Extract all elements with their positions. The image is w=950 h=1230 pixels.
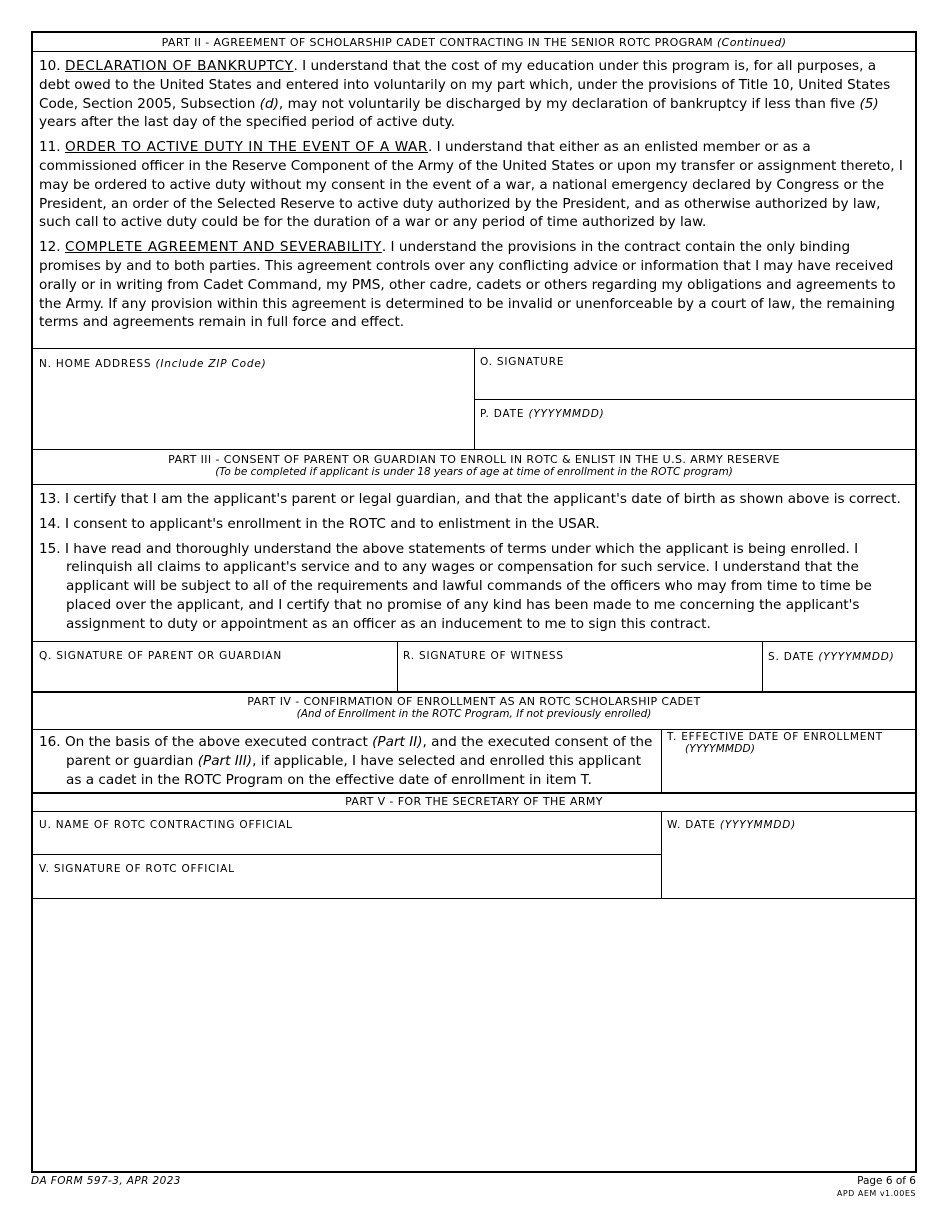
item-12: 12. COMPLETE AGREEMENT AND SEVERABILITY. I understand the provisions in the contract contain the only binding promises by and to both parties. This agreement controls over any conflicting advice or information that I may have received orally or in writing from Cadet Command, my PMS, other cadre, cadets or others regarding my obligations and agreements to the Army. If any provision within this agreement is determined to be invalid or unenforceable by a court of law, the remaining terms and agreements remain in full force and effect. [39, 239, 896, 331]
part3-subtitle: (To be completed if applicant is under 18 years of age at time of enrollment in the ROTC program) [215, 466, 733, 478]
part3-header [33, 450, 915, 484]
part3-items [39, 490, 911, 634]
part3-title: PART III - CONSENT OF PARENT OR GUARDIAN TO ENROLL IN ROTC & ENLIST IN THE U.S. ARMY RESERVE [168, 453, 780, 466]
blank-area [33, 899, 915, 1171]
effective-date-field[interactable]: T. EFFECTIVE DATE OF ENROLLMENT (YYYYMMDD) [667, 731, 883, 755]
part5-title: PART V - FOR THE SECRETARY OF THE ARMY [345, 795, 603, 808]
form-page [31, 31, 917, 1173]
part2-header [33, 33, 915, 51]
page-number: Page 6 of 6 [857, 1175, 916, 1187]
date-field-s[interactable]: S. DATE (YYYYMMDD) [768, 651, 895, 663]
home-address-field[interactable]: N. HOME ADDRESS (Include ZIP Code) [39, 358, 267, 370]
item-16: 16. On the basis of the above executed contract (Part II), and the executed consent of the parent or guardian (Part III), if applicable, I have selected and enrolled this applicant as a cadet in the ROTC Program on the effective date of enrollment in item T. [39, 734, 653, 788]
part4-header [33, 693, 915, 729]
rotc-official-signature-field[interactable]: V. SIGNATURE OF ROTC OFFICIAL [39, 863, 235, 875]
form-id: DA FORM 597-3, APR 2023 [31, 1175, 181, 1187]
date-field-p[interactable]: P. DATE (YYYYMMDD) [480, 408, 605, 420]
contracting-official-name-field[interactable]: U. NAME OF ROTC CONTRACTING OFFICIAL [39, 819, 293, 831]
parent-signature-field[interactable]: Q. SIGNATURE OF PARENT OR GUARDIAN [39, 650, 283, 662]
item-11: 11. ORDER TO ACTIVE DUTY IN THE EVENT OF A WAR. I understand that either as an enlisted member or as a commissioned officer in the Reserve Component of the Army of the United States or upon my transfer or assignment thereto, I may be ordered to active duty without my consent in the event of a war, a national emergency declared by Congress or the President, an order of the Selected Reserve to active duty authorized by the President, and as otherwise authorized by law, such call to active duty could be for the duration of a war or any period of time authorized by law. [39, 139, 903, 231]
part2-items [39, 57, 909, 332]
part4-subtitle: (And of Enrollment in the ROTC Program, If not previously enrolled) [296, 708, 652, 720]
version-code: APD AEM v1.00ES [836, 1189, 916, 1198]
item-15: 15. I have read and thoroughly understand the above statements of terms under which the applicant is being enrolled. I relinquish all claims to applicant's service and to any wages or compensation for such service. I understand that the applicant will be subject to all of the requirements and lawful commands of the officers who may from time to time be placed over the applicant, and I certify that no promise of any kind has been made to me concerning the applicant's assignment to duty or appointment as an officer as an inducement to me to sign this contract. [39, 540, 872, 632]
date-field-w[interactable]: W. DATE (YYYYMMDD) [667, 819, 797, 831]
part2-title-note: (Continued) [716, 36, 787, 49]
part5-header [33, 794, 915, 811]
item-12-heading: COMPLETE AGREEMENT AND SEVERABILITY [64, 239, 382, 256]
witness-signature-field[interactable]: R. SIGNATURE OF WITNESS [403, 650, 564, 662]
item-10: 10. DECLARATION OF BANKRUPTCY. I understand that the cost of my education under this program is, for all purposes, a debt owed to the United States and entered into voluntarily on my part which, under the provisions of Title 10, United States Code, Section 2005, Subsection (d), may not voluntarily be discharged by my declaration of bankruptcy if less than five (5) years after the last day of the specified period of active duty. [39, 58, 891, 131]
part4-title: PART IV - CONFIRMATION OF ENROLLMENT AS AN ROTC SCHOLARSHIP CADET [247, 695, 701, 708]
item-10-heading: DECLARATION OF BANKRUPTCY [64, 58, 294, 74]
item-14: 14. I consent to applicant's enrollment in the ROTC and to enlistment in the USAR. [39, 515, 600, 532]
item-11-heading: ORDER TO ACTIVE DUTY IN THE EVENT OF A WAR [64, 139, 428, 156]
signature-field[interactable]: O. SIGNATURE [480, 356, 565, 368]
part2-title: PART II - AGREEMENT OF SCHOLARSHIP CADET CONTRACTING IN THE SENIOR ROTC PROGRAM [161, 36, 714, 49]
item-13: 13. I certify that I am the applicant's parent or legal guardian, and that the applicant's date of birth as shown above is correct. [39, 491, 901, 507]
